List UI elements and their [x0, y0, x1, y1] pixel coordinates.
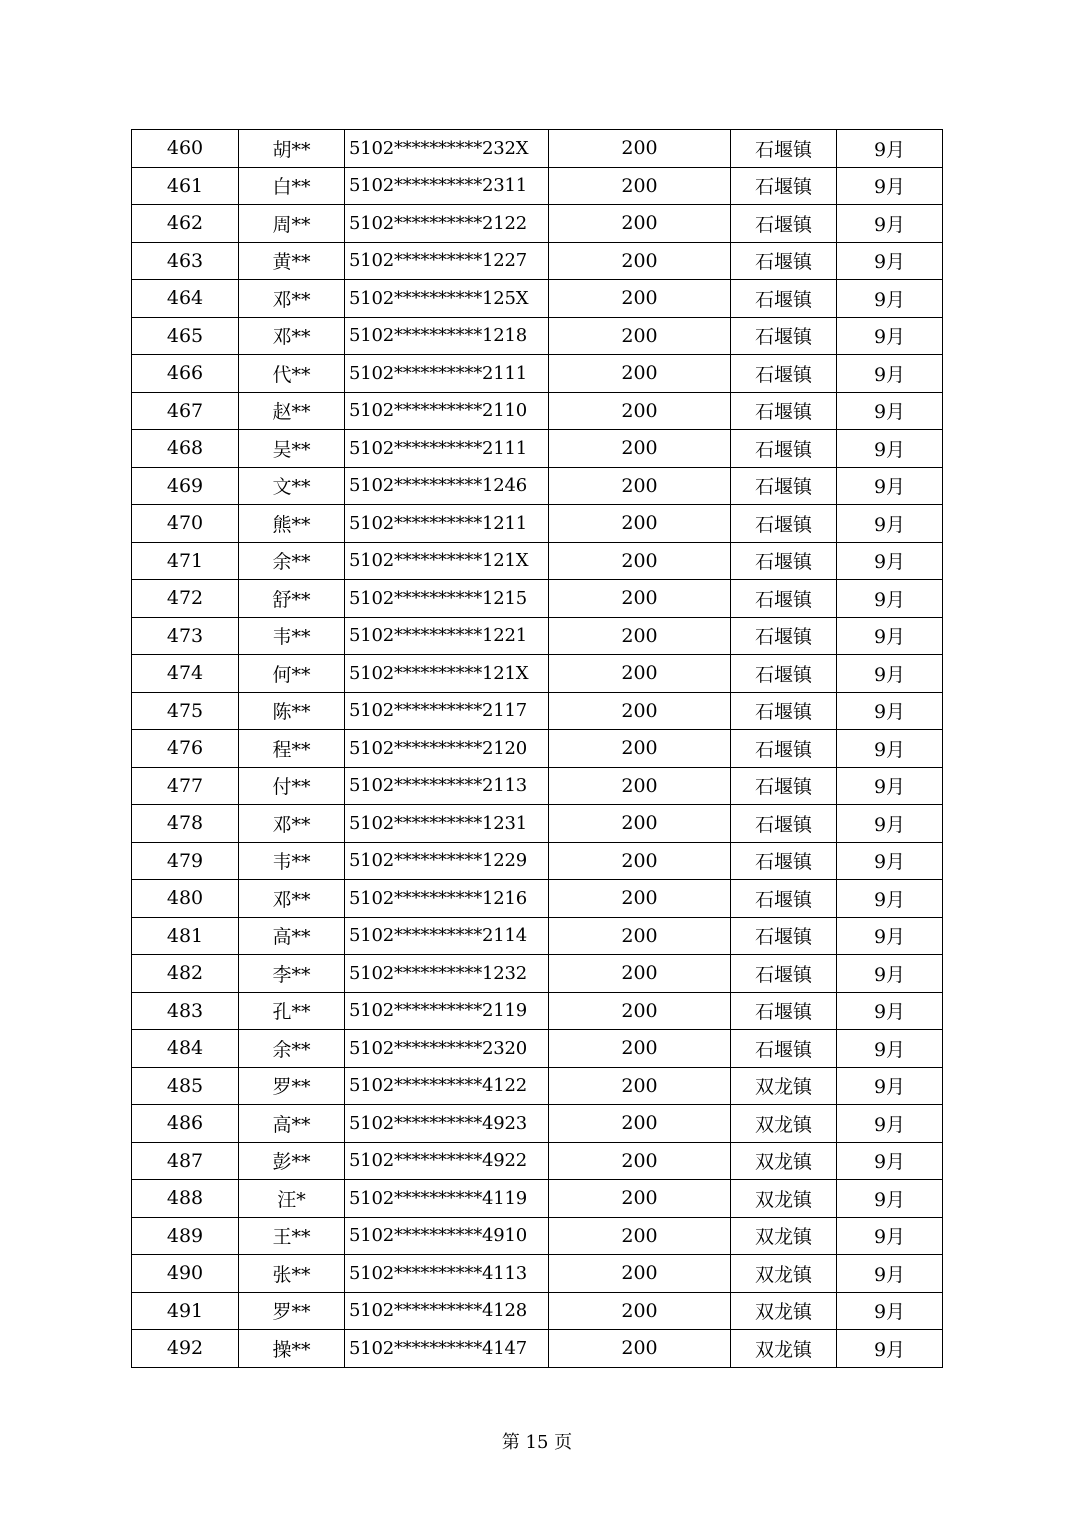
cell-town: 石堰镇 — [731, 730, 837, 768]
table-row — [132, 730, 943, 768]
cell-serial-number: 478 — [132, 805, 239, 843]
cell-amount: 200 — [549, 167, 731, 205]
cell-amount: 200 — [549, 467, 731, 505]
cell-month: 9月 — [837, 692, 943, 730]
cell-id-number: 5102**********4910 — [345, 1217, 549, 1255]
cell-town: 石堰镇 — [731, 167, 837, 205]
cell-month: 9月 — [837, 617, 943, 655]
cell-serial-number: 467 — [132, 392, 239, 430]
cell-town: 双龙镇 — [731, 1292, 837, 1330]
cell-serial-number: 489 — [132, 1217, 239, 1255]
cell-id-number: 5102**********2113 — [345, 767, 549, 805]
cell-amount: 200 — [549, 1292, 731, 1330]
cell-serial-number: 482 — [132, 955, 239, 993]
table-row — [132, 1217, 943, 1255]
cell-serial-number: 488 — [132, 1180, 239, 1218]
cell-id-number: 5102**********1218 — [345, 317, 549, 355]
cell-amount: 200 — [549, 767, 731, 805]
table-row — [132, 842, 943, 880]
cell-amount: 200 — [549, 130, 731, 168]
cell-id-number: 5102**********232X — [345, 130, 549, 168]
cell-name: 邓** — [239, 280, 345, 318]
cell-id-number: 5102**********1221 — [345, 617, 549, 655]
cell-name: 高** — [239, 917, 345, 955]
cell-serial-number: 481 — [132, 917, 239, 955]
table-row — [132, 617, 943, 655]
cell-serial-number: 474 — [132, 655, 239, 693]
cell-id-number: 5102**********4923 — [345, 1105, 549, 1143]
cell-id-number: 5102**********121X — [345, 542, 549, 580]
cell-town: 石堰镇 — [731, 1030, 837, 1068]
cell-serial-number: 469 — [132, 467, 239, 505]
table-row — [132, 505, 943, 543]
cell-id-number: 5102**********4128 — [345, 1292, 549, 1330]
cell-serial-number: 461 — [132, 167, 239, 205]
cell-serial-number: 479 — [132, 842, 239, 880]
cell-name: 舒** — [239, 580, 345, 618]
cell-name: 余** — [239, 1030, 345, 1068]
cell-month: 9月 — [837, 992, 943, 1030]
cell-name: 邓** — [239, 880, 345, 918]
table-row — [132, 580, 943, 618]
cell-month: 9月 — [837, 1030, 943, 1068]
cell-town: 石堰镇 — [731, 242, 837, 280]
cell-name: 吴** — [239, 430, 345, 468]
cell-town: 石堰镇 — [731, 917, 837, 955]
cell-name: 邓** — [239, 317, 345, 355]
cell-name: 白** — [239, 167, 345, 205]
cell-amount: 200 — [549, 1105, 731, 1143]
cell-serial-number: 473 — [132, 617, 239, 655]
cell-name: 赵** — [239, 392, 345, 430]
cell-amount: 200 — [549, 1180, 731, 1218]
cell-id-number: 5102**********2111 — [345, 355, 549, 393]
cell-town: 石堰镇 — [731, 842, 837, 880]
cell-town: 石堰镇 — [731, 355, 837, 393]
cell-town: 双龙镇 — [731, 1255, 837, 1293]
cell-id-number: 5102**********2320 — [345, 1030, 549, 1068]
cell-name: 王** — [239, 1217, 345, 1255]
cell-name: 罗** — [239, 1067, 345, 1105]
cell-serial-number: 472 — [132, 580, 239, 618]
cell-town: 石堰镇 — [731, 392, 837, 430]
cell-serial-number: 484 — [132, 1030, 239, 1068]
table-row — [132, 1067, 943, 1105]
cell-town: 石堰镇 — [731, 767, 837, 805]
cell-town: 石堰镇 — [731, 655, 837, 693]
cell-id-number: 5102**********2120 — [345, 730, 549, 768]
cell-month: 9月 — [837, 392, 943, 430]
table-row — [132, 392, 943, 430]
cell-town: 双龙镇 — [731, 1330, 837, 1368]
cell-town: 双龙镇 — [731, 1142, 837, 1180]
cell-town: 石堰镇 — [731, 430, 837, 468]
cell-amount: 200 — [549, 992, 731, 1030]
table-row — [132, 467, 943, 505]
page-number: 第 15 页 — [501, 1432, 573, 1453]
cell-month: 9月 — [837, 1105, 943, 1143]
cell-month: 9月 — [837, 542, 943, 580]
cell-serial-number: 477 — [132, 767, 239, 805]
cell-month: 9月 — [837, 1067, 943, 1105]
table-row — [132, 1142, 943, 1180]
cell-id-number: 5102**********1215 — [345, 580, 549, 618]
cell-amount: 200 — [549, 205, 731, 243]
table-row — [132, 1105, 943, 1143]
cell-name: 操** — [239, 1330, 345, 1368]
cell-town: 石堰镇 — [731, 617, 837, 655]
cell-month: 9月 — [837, 955, 943, 993]
cell-serial-number: 492 — [132, 1330, 239, 1368]
cell-amount: 200 — [549, 617, 731, 655]
cell-month: 9月 — [837, 1142, 943, 1180]
cell-id-number: 5102**********1229 — [345, 842, 549, 880]
cell-id-number: 5102**********1232 — [345, 955, 549, 993]
table-row — [132, 355, 943, 393]
cell-town: 双龙镇 — [731, 1180, 837, 1218]
cell-month: 9月 — [837, 317, 943, 355]
cell-amount: 200 — [549, 1217, 731, 1255]
cell-serial-number: 490 — [132, 1255, 239, 1293]
cell-month: 9月 — [837, 505, 943, 543]
cell-town: 石堰镇 — [731, 805, 837, 843]
cell-amount: 200 — [549, 355, 731, 393]
cell-month: 9月 — [837, 430, 943, 468]
cell-id-number: 5102**********2114 — [345, 917, 549, 955]
cell-month: 9月 — [837, 880, 943, 918]
cell-id-number: 5102**********1227 — [345, 242, 549, 280]
cell-amount: 200 — [549, 692, 731, 730]
cell-name: 罗** — [239, 1292, 345, 1330]
cell-id-number: 5102**********2110 — [345, 392, 549, 430]
table-row — [132, 1330, 943, 1368]
cell-town: 石堰镇 — [731, 317, 837, 355]
table-row — [132, 430, 943, 468]
cell-town: 石堰镇 — [731, 205, 837, 243]
table-row — [132, 317, 943, 355]
cell-id-number: 5102**********4122 — [345, 1067, 549, 1105]
cell-serial-number: 475 — [132, 692, 239, 730]
cell-id-number: 5102**********1216 — [345, 880, 549, 918]
cell-month: 9月 — [837, 1292, 943, 1330]
cell-town: 石堰镇 — [731, 992, 837, 1030]
table-row — [132, 805, 943, 843]
cell-town: 石堰镇 — [731, 692, 837, 730]
table-row — [132, 280, 943, 318]
cell-month: 9月 — [837, 467, 943, 505]
cell-serial-number: 468 — [132, 430, 239, 468]
cell-serial-number: 465 — [132, 317, 239, 355]
cell-town: 双龙镇 — [731, 1217, 837, 1255]
cell-name: 程** — [239, 730, 345, 768]
cell-month: 9月 — [837, 917, 943, 955]
cell-name: 张** — [239, 1255, 345, 1293]
cell-month: 9月 — [837, 655, 943, 693]
cell-month: 9月 — [837, 167, 943, 205]
cell-name: 黄** — [239, 242, 345, 280]
cell-amount: 200 — [549, 805, 731, 843]
cell-month: 9月 — [837, 280, 943, 318]
cell-name: 邓** — [239, 805, 345, 843]
cell-serial-number: 471 — [132, 542, 239, 580]
cell-name: 胡** — [239, 130, 345, 168]
table-row — [132, 1292, 943, 1330]
cell-amount: 200 — [549, 730, 731, 768]
cell-amount: 200 — [549, 242, 731, 280]
cell-name: 汪* — [239, 1180, 345, 1218]
cell-amount: 200 — [549, 505, 731, 543]
cell-serial-number: 491 — [132, 1292, 239, 1330]
cell-amount: 200 — [549, 955, 731, 993]
cell-amount: 200 — [549, 542, 731, 580]
cell-month: 9月 — [837, 205, 943, 243]
cell-town: 石堰镇 — [731, 467, 837, 505]
cell-amount: 200 — [549, 317, 731, 355]
cell-id-number: 5102**********1211 — [345, 505, 549, 543]
cell-town: 石堰镇 — [731, 580, 837, 618]
cell-month: 9月 — [837, 1330, 943, 1368]
cell-amount: 200 — [549, 917, 731, 955]
cell-id-number: 5102**********4147 — [345, 1330, 549, 1368]
cell-id-number: 5102**********2122 — [345, 205, 549, 243]
cell-town: 石堰镇 — [731, 505, 837, 543]
table-row — [132, 992, 943, 1030]
cell-id-number: 5102**********1231 — [345, 805, 549, 843]
table-body — [132, 130, 943, 1368]
cell-month: 9月 — [837, 1255, 943, 1293]
table-row — [132, 130, 943, 168]
cell-id-number: 5102**********1246 — [345, 467, 549, 505]
cell-month: 9月 — [837, 355, 943, 393]
cell-serial-number: 485 — [132, 1067, 239, 1105]
cell-month: 9月 — [837, 730, 943, 768]
table-row — [132, 1255, 943, 1293]
cell-amount: 200 — [549, 430, 731, 468]
cell-amount: 200 — [549, 1330, 731, 1368]
cell-name: 何** — [239, 655, 345, 693]
cell-name: 周** — [239, 205, 345, 243]
cell-serial-number: 470 — [132, 505, 239, 543]
table-row — [132, 1030, 943, 1068]
table-row — [132, 767, 943, 805]
cell-name: 代** — [239, 355, 345, 393]
cell-serial-number: 462 — [132, 205, 239, 243]
cell-month: 9月 — [837, 805, 943, 843]
cell-id-number: 5102**********121X — [345, 655, 549, 693]
cell-id-number: 5102**********4922 — [345, 1142, 549, 1180]
cell-month: 9月 — [837, 242, 943, 280]
cell-serial-number: 476 — [132, 730, 239, 768]
cell-month: 9月 — [837, 767, 943, 805]
cell-town: 石堰镇 — [731, 130, 837, 168]
cell-serial-number: 464 — [132, 280, 239, 318]
cell-month: 9月 — [837, 130, 943, 168]
cell-id-number: 5102**********2111 — [345, 430, 549, 468]
cell-name: 韦** — [239, 617, 345, 655]
cell-month: 9月 — [837, 1180, 943, 1218]
table-row — [132, 1180, 943, 1218]
cell-town: 双龙镇 — [731, 1067, 837, 1105]
cell-serial-number: 466 — [132, 355, 239, 393]
cell-name: 陈** — [239, 692, 345, 730]
cell-amount: 200 — [549, 392, 731, 430]
cell-amount: 200 — [549, 842, 731, 880]
cell-name: 彭** — [239, 1142, 345, 1180]
table-row — [132, 692, 943, 730]
cell-amount: 200 — [549, 1030, 731, 1068]
cell-name: 韦** — [239, 842, 345, 880]
cell-amount: 200 — [549, 655, 731, 693]
cell-id-number: 5102**********2119 — [345, 992, 549, 1030]
cell-town: 石堰镇 — [731, 880, 837, 918]
table-row — [132, 655, 943, 693]
table-row — [132, 242, 943, 280]
cell-month: 9月 — [837, 1217, 943, 1255]
cell-name: 李** — [239, 955, 345, 993]
table-row — [132, 880, 943, 918]
table-row — [132, 542, 943, 580]
cell-serial-number: 460 — [132, 130, 239, 168]
table-row — [132, 917, 943, 955]
cell-serial-number: 487 — [132, 1142, 239, 1180]
cell-month: 9月 — [837, 842, 943, 880]
cell-amount: 200 — [549, 280, 731, 318]
cell-id-number: 5102**********4113 — [345, 1255, 549, 1293]
cell-id-number: 5102**********2311 — [345, 167, 549, 205]
cell-name: 熊** — [239, 505, 345, 543]
cell-serial-number: 483 — [132, 992, 239, 1030]
cell-name: 孔** — [239, 992, 345, 1030]
cell-name: 高** — [239, 1105, 345, 1143]
cell-name: 文** — [239, 467, 345, 505]
cell-town: 石堰镇 — [731, 280, 837, 318]
cell-amount: 200 — [549, 1142, 731, 1180]
cell-amount: 200 — [549, 580, 731, 618]
cell-id-number: 5102**********125X — [345, 280, 549, 318]
cell-town: 石堰镇 — [731, 542, 837, 580]
cell-id-number: 5102**********2117 — [345, 692, 549, 730]
cell-name: 余** — [239, 542, 345, 580]
recipient-table — [131, 129, 943, 1368]
cell-name: 付** — [239, 767, 345, 805]
table-row — [132, 167, 943, 205]
cell-serial-number: 480 — [132, 880, 239, 918]
cell-town: 石堰镇 — [731, 955, 837, 993]
cell-month: 9月 — [837, 580, 943, 618]
cell-amount: 200 — [549, 1067, 731, 1105]
cell-amount: 200 — [549, 880, 731, 918]
cell-serial-number: 486 — [132, 1105, 239, 1143]
cell-amount: 200 — [549, 1255, 731, 1293]
table-row — [132, 205, 943, 243]
cell-id-number: 5102**********4119 — [345, 1180, 549, 1218]
cell-serial-number: 463 — [132, 242, 239, 280]
table-row — [132, 955, 943, 993]
cell-town: 双龙镇 — [731, 1105, 837, 1143]
